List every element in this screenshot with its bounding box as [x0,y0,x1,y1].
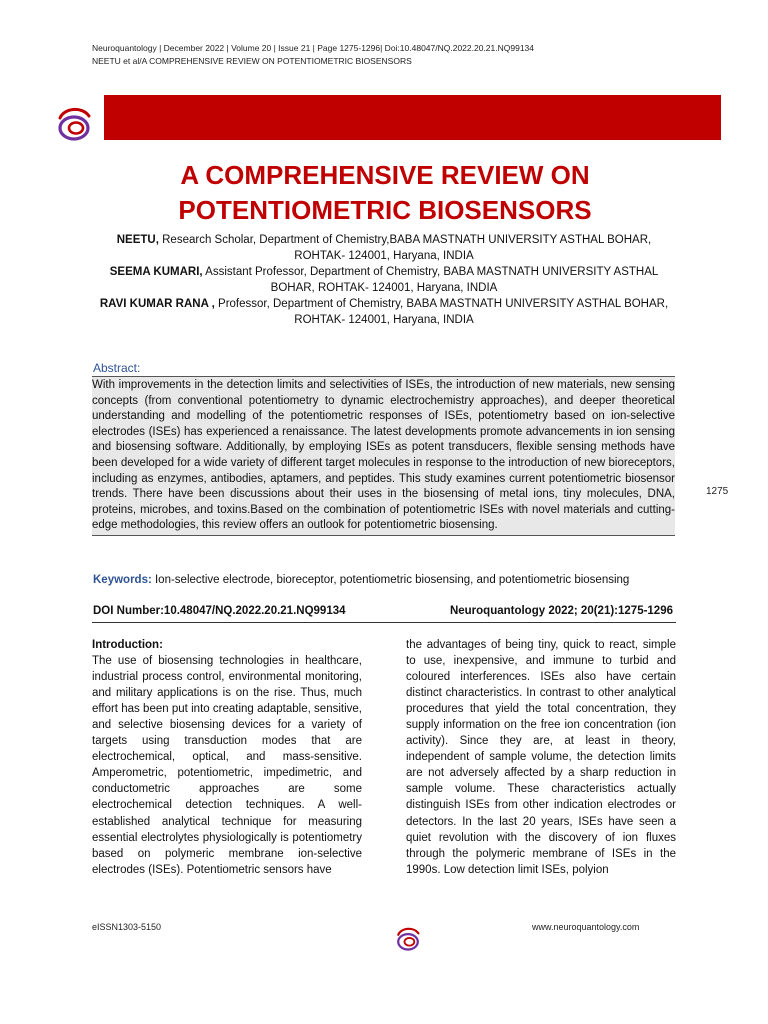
author-entry [92,296,676,328]
running-header-title: NEETU et al/A COMPREHENSIVE REVIEW ON POTENTIOMETRIC BIOSENSORS [92,56,412,66]
author-affiliation: Professor, Department of Chemistry, BABA MASTNATH UNIVERSITY ASTHAL BOHAR, ROHTAK- 124001, Haryana, INDIA [214,298,669,326]
author-name: NEETU, [116,234,159,246]
author-affiliation: Research Scholar, Department of Chemistry,BABA MASTNATH UNIVERSITY ASTHAL BOHAR, ROHTAK- 124001, Haryana, INDIA [158,234,652,262]
abstract-text: With improvements in the detection limits and selectivities of ISEs, the introduction of new materials, new sensing concepts (from conventional potentiometry to dynamic electrochemistry approaches), and deeper theoretical understanding and modelling of the potentiometric responses of ISEs, potentiometry based on ion-selective electrodes (ISEs) has experienced a renaissance. The latest developments promote advancements in ion sensing and biosensing software. Additionally, by employing ISEs as potent transducers, flexible sensing methods have been developed for a wide variety of different target molecules in response to the introduction of new bioreceptors, including as enzymes, antibodies, aptamers, and peptides. This study examines current potentiometric biosensor trends. There have been discussions about their uses in the biosensing of metal ions, tiny molecules, DNA, proteins, microbes, and toxins.Based on the combination of potentiometric ISEs with novel materials and cutting-edge methodologies, this review offers an outlook for potentiometric biosensing. [92,376,675,536]
author-list [92,232,676,328]
introduction-heading: Introduction: [92,639,163,651]
keywords-label: Keywords: [93,574,152,586]
doi-citation-line [93,605,673,617]
introduction-text-left: The use of biosensing technologies in healthcare, industrial process control, environmental monitoring, and military applications is on the rise. Thus, much effort has been put into creating adaptable, sensitive, and selective biosensing devices for a variety of targets using transduction modes that are electrochemical, optical, and mass-sensitive. Amperometric, potentiometric, impedimetric, and conductometric approaches are some electrochemical detection techniques. A well-established analytical technique for measuring essential electrolytes physiologically is potentiometry based on polymeric membrane ion-selective electrodes (ISEs). Potentiometric sensors have [92,655,362,876]
paper-title-line-2: POTENTIOMETRIC BIOSENSORS [178,195,592,225]
paper-title [90,158,680,228]
introduction-text-right: the advantages of being tiny, quick to react, simple to use, inexpensive, and immune to turbid and coloured interferences. ISEs also have certain distinct characteristics. In contrast to other analytical procedures that yield the total concentration, they supply information on the free ion concentration (ion activity). Since they are, at least in theory, independent of sample volume, the detection limits are not adversely affected by a sharp reduction in sample volume. These characteristics actually distinguish ISEs from other indication electrodes or detectors. In the last 20 years, ISEs have seen a quiet revolution with the discovery of ion fluxes through the polymeric membrane of ISEs in the 1990s. Low detection limit ISEs, polyion [406,639,676,876]
running-header-citation: Neuroquantology | December 2022 | Volume 20 | Issue 21 | Page 1275-1296| Doi:10.48047/NQ.2022.20.21.NQ99134 [92,43,535,53]
paper-title-line-1: A COMPREHENSIVE REVIEW ON [180,160,590,190]
author-affiliation: Assistant Professor, Department of Chemistry, BABA MASTNATH UNIVERSITY ASTHAL BOHAR, ROHTAK- 124001, Haryana, INDIA [202,266,659,294]
author-name: RAVI KUMAR RANA , [99,298,215,310]
keywords [93,573,675,589]
page-number: 1275 [706,486,729,497]
footer-website[interactable]: www.neuroquantology.com [532,922,640,932]
header-red-banner [104,95,721,140]
doi-number: DOI Number:10.48047/NQ.2022.20.21.NQ99134 [93,605,346,617]
author-name: SEEMA KUMARI, [109,266,203,278]
footer-issn: eISSN1303-5150 [92,922,162,932]
journal-citation: Neuroquantology 2022; 20(21):1275-1296 [449,605,673,617]
journal-logo-icon [54,104,94,144]
section-divider [92,622,676,623]
body-column-right [406,637,676,878]
abstract-label: Abstract: [93,361,141,375]
keywords-text: Ion-selective electrode, bioreceptor, potentiometric biosensing, and potentiometric biosensing [151,574,630,586]
footer-logo-icon [394,925,422,953]
author-entry [92,232,676,264]
author-entry [92,264,676,296]
body-column-left [92,637,362,878]
